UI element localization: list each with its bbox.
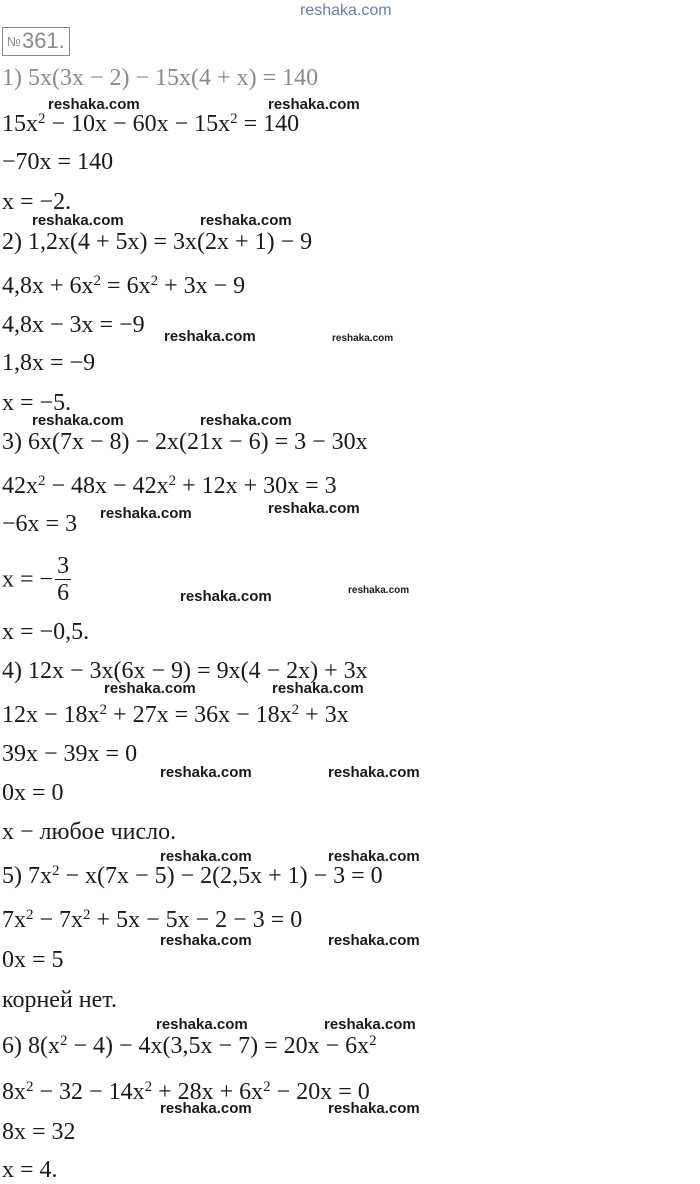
part5-step1: $7x^2 - 7x^2 + 5x - 5x - 2 - 3 = 0$ — [2, 906, 303, 933]
watermark: reshaka.com — [200, 412, 292, 429]
fraction: $\frac{3}{6}$ — [57, 553, 70, 606]
watermark: reshaka.com — [180, 588, 272, 605]
part1-answer: x = −2. — [2, 189, 72, 215]
part4-step3: 0x = 0 — [2, 780, 64, 806]
part2-step3: 1,8x = −9 — [2, 350, 96, 376]
part2-step1: $4,8x + 6x^2 = 6x^2 + 3x - 9$ — [2, 272, 246, 299]
watermark: reshaka.com — [156, 1016, 248, 1033]
number-sign: № — [7, 34, 21, 49]
problem-number-badge — [2, 27, 70, 56]
part2-step2: 4,8x − 3x = −9 — [2, 312, 145, 338]
watermark: reshaka.com — [324, 1016, 416, 1033]
part5-step2: 0x = 5 — [2, 947, 64, 973]
part1-step2: −70x = 140 — [2, 149, 114, 175]
watermark: reshaka.com — [200, 212, 292, 229]
part5-task: 5) $7x^2 - x(7x - 5) - 2(2,5x + 1) - 3 = 0$ — [2, 862, 383, 889]
part4-answer: x − любое число. — [2, 819, 177, 845]
part5-answer: корней нет. — [2, 987, 117, 1013]
watermark: reshaka.com — [32, 212, 124, 229]
watermark: reshaka.com — [348, 585, 410, 596]
watermark: reshaka.com — [268, 500, 360, 517]
part1-step1: $15x^2 - 10x - 60x - 15x^2 = 140$ — [2, 110, 300, 137]
watermark: reshaka.com — [48, 96, 140, 113]
watermark: reshaka.com — [100, 505, 192, 522]
watermark: reshaka.com — [328, 848, 420, 865]
part3-task: 3) 6x(7x − 8) − 2x(21x − 6) = 3 − 30x — [2, 429, 368, 455]
watermark: reshaka.com — [164, 328, 256, 345]
part6-step1: $8x^2 - 32 - 14x^2 + 28x + 6x^2 - 20x = 0$ — [2, 1078, 370, 1105]
part6-answer: x = 4. — [2, 1157, 58, 1183]
part6-step2: 8x = 32 — [2, 1119, 76, 1145]
watermark: reshaka.com — [328, 764, 420, 781]
problem-number: 361. — [21, 28, 65, 53]
watermark: reshaka.com — [32, 412, 124, 429]
part3-answer: x = −0,5. — [2, 619, 90, 645]
part4-step2: 39x − 39x = 0 — [2, 741, 138, 767]
watermark: reshaka.com — [160, 764, 252, 781]
watermark: reshaka.com — [332, 333, 394, 344]
watermark: reshaka.com — [104, 680, 196, 697]
part3-step3: x = − $\frac{3}{6}$ — [2, 553, 70, 606]
part4-task: 4) 12x − 3x(6x − 9) = 9x(4 − 2x) + 3x — [2, 658, 368, 684]
watermark: reshaka.com — [328, 1100, 420, 1117]
watermark: reshaka.com — [160, 848, 252, 865]
watermark: reshaka.com — [268, 96, 360, 113]
watermark: reshaka.com — [160, 1100, 252, 1117]
part3-step1: $42x^2 - 48x - 42x^2 + 12x + 30x = 3$ — [2, 472, 337, 499]
part4-step1: $12x - 18x^2 + 27x = 36x - 18x^2 + 3x$ — [2, 701, 349, 728]
part1-task: 1) 5x(3x − 2) − 15x(4 + x) = 140 — [2, 65, 319, 91]
part6-task: 6) $8(x^2 - 4) - 4x(3,5x - 7) = 20x - 6x^2$ — [2, 1032, 377, 1059]
watermark: reshaka.com — [160, 932, 252, 949]
watermark: reshaka.com — [272, 680, 364, 697]
part3-step2: −6x = 3 — [2, 511, 78, 537]
part2-task: 2) 1,2x(4 + 5x) = 3x(2x + 1) − 9 — [2, 229, 313, 255]
part2-answer: x = −5. — [2, 390, 72, 416]
watermark: reshaka.com — [328, 932, 420, 949]
site-header: reshaka.com — [300, 2, 392, 19]
